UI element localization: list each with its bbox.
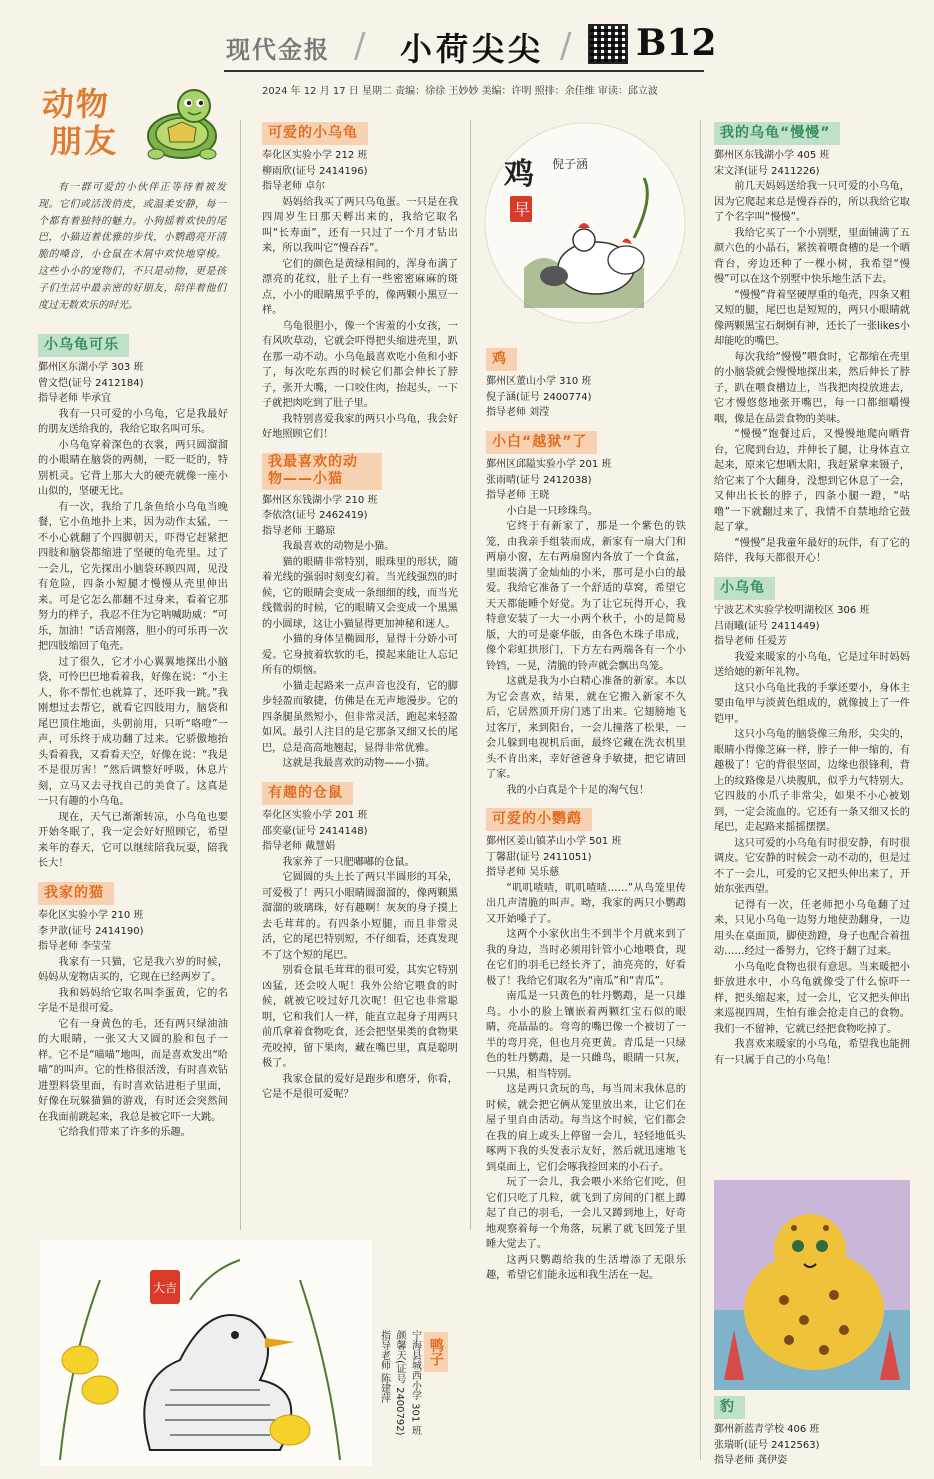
article-paragraph: 它圆圆的头上长了两只半圆形的耳朵，可爱极了！两只小眼睛圆溜溜的，像两颗黑溜溜的玻璃珠，好有趣啊！灰灰的身子摸上去毛茸茸的。有四条小短腿，而且非常灵活，它的尾巴特别短，不仔细看，还真发现不了这个短的尾巴。 — [262, 872, 458, 961]
article-paragraph: 这只小乌龟比我的手掌还要小，身体主要由龟甲与淡黄色组成的，就像披上了一件铠甲。 — [714, 682, 910, 725]
author-teacher: 指导老师 李莹莹 — [38, 941, 112, 953]
header-rule — [224, 70, 704, 72]
article-paragraph: 它有一身黄色的毛，还有两只绿油油的大眼睛，一张又大又圆的脸和包子一样。它不是“喵喵”地叫，而是喜欢发出“哈喵”的叫声。它的性格很活泼，有时喜欢钻进塑料袋里面，有时喜欢钻进柜子里面，好像在玩躲猫猫的游戏，有时还会突然间在我面前跳起来，我总是被它吓一大跳。 — [38, 1018, 228, 1123]
article — [714, 573, 910, 1068]
author-teacher: 指导老师 卓尔 — [262, 181, 326, 193]
column-rule — [700, 120, 701, 1460]
column-4 — [714, 118, 910, 1068]
author-teacher: 指导老师 毕承宜 — [38, 393, 112, 405]
article-paragraph: 小白是一只珍珠鸟。 — [506, 505, 599, 517]
qr-code-icon[interactable] — [588, 24, 628, 64]
article — [262, 778, 458, 1103]
author-school: 奉化区实验小学 201 班 — [262, 810, 368, 822]
author-name: 颜馨天(证号 2400792) — [394, 1330, 405, 1436]
header-divider: / — [560, 26, 572, 66]
author-teacher: 指导老师 刘滢 — [486, 407, 550, 419]
article-paragraph: 我喜欢来暖家的小乌龟，希望我也能拥有一只属于自己的小乌龟！ — [714, 1039, 910, 1066]
author-school: 奉化区实验小学 212 班 — [262, 150, 368, 162]
newspaper-name: 现代金报 — [226, 35, 330, 64]
article — [714, 118, 910, 567]
issue-meta: 2024 年 12 月 17 日 星期二 责编：徐徐 王妙妙 美编：许明 照排：余佳维 审读：邱立波 — [262, 86, 658, 97]
page-number: B12 — [636, 22, 717, 64]
article-paragraph: “叽叽喳喳，叽叽喳喳……”从鸟笼里传出几声清脆的叫声。呦，我家的两只小鹦鹉又开始嗓子了。 — [486, 882, 686, 925]
article-paragraph: 别看仓鼠毛茸茸的很可爱，其实它特别凶猛，还会咬人呢！我外公给它喂食的时候，就被它咬过好几次呢！但它也非常聪明，它和我们人一样，能直立起身子用两只前爪拿着食物吃食，还会把坚果类的食物果壳咬掉，留下果肉，藏在嘴巴里，真是聪明极了。 — [262, 965, 458, 1070]
article — [486, 344, 686, 421]
article-paragraph: 妈妈给我买了两只乌龟蛋。一只是在我四周岁生日那天孵出来的，我给它取名叫“长寿面”，还有一只过了一个月才钻出来，所以我叫它“慢吞吞”。 — [262, 196, 458, 255]
article-paragraph: 我家养了一只肥嘟嘟的仓鼠。 — [282, 856, 415, 868]
article-paragraph: 这两个小家伙出生不到半个月就来到了我的身边，当时必须用针管小心地喂食，现在它们的羽毛已经长齐了，油亮亮的，好看极了！我给它们取名为“南瓜”和“青瓜”。 — [486, 929, 686, 987]
duck-painting-image — [40, 1240, 372, 1466]
column-2 — [262, 118, 458, 1103]
article-paragraph: 这只小乌龟的脑袋像三角形，尖尖的，眼睛小得像芝麻一样，脖子一伸一缩的，有趣极了！它的背很坚固，边缘也很锋利，背上的纹路像是八块腹肌，似乎力气特别大。它四肢的小爪子非常尖，如果不小心被划到，一定会流血的。它还有一条又细又长的尾巴，走起路来摇摇摆摆。 — [714, 729, 910, 834]
author-name: 李尹歆(证号 2414190) — [38, 925, 144, 937]
article-paragraph: 它给我们带来了许多的乐趣。 — [58, 1127, 191, 1139]
theme-intro: 有一群可爱的小伙伴正等待着被发现。它们或活泼俏皮，或温柔安静，每一个都有着独特的魅力。小狗摇着欢快的尾巴，小猫迈着优雅的步伐，小鹦鹉亮开清脆的嗓音，小仓鼠在木屑中欢快地穿梭。这些小小的宠物们，不只是动物，更是孩子们生活中最亲密的好朋友，陪伴着他们度过无数欢乐的时光。 — [38, 182, 226, 311]
author-name: 吕雨曦(证号 2411449) — [714, 620, 820, 632]
author-school: 鄞州区东钱湖小学 405 班 — [714, 150, 830, 162]
author-teacher: 指导老师 吴乐慈 — [486, 867, 560, 879]
duck-painting — [40, 1240, 372, 1466]
article-paragraph: 现在，天气已渐渐转凉，小乌龟也要开始冬眠了，我一定会好好照顾它，希望来年的春天，它可以继续陪我玩耍，陪我长大！ — [38, 811, 228, 870]
author-name: 丁馨甜(证号 2411051) — [486, 851, 592, 863]
article-paragraph: 小猫走起路来一点声音也没有，它的脚步轻盈而敏捷，仿佛是在无声地漫步。它的四条腿虽然短小，但非常灵活，跑起来轻盈如风。最引人注目的是它那条又细又长的尾巴，总是高高地翘起，显得非常优雅。 — [262, 680, 458, 754]
article-paragraph: 猫的眼睛非常特别，眼珠里的形状，随着光线的强弱时刻变幻着。当光线强烈的时候，它的眼睛会变成一条细细的线，而当光线微弱的时候，它的眼睛又会变成一个黑黑的小圆球，这让小猫显得更加神秘和迷人。 — [262, 556, 458, 630]
article-title: 可爱的小乌龟 — [262, 122, 368, 145]
article-paragraph: 我给它买了一个小别墅，里面铺满了五颜六色的小晶石，紧挨着喂食槽的是一个晒背台，旁边还种了一棵小树，我希望“慢慢”可以在这个别墅中快乐地生活下去。 — [714, 227, 910, 286]
article-paragraph: 它终于有新家了，那是一个紫色的铁笼，由我亲手组装而成，新家有一扇大门和两扇小窗，左右两扇窗内各放了一个食盆，里面装满了金灿灿的小米，那可是小白的最爱。我给它准备了一个舒适的草窝，希望它天天都能睡个好觉。为了让它玩得开心，我特意安装了一大一小两个秋千，小的是简易版，大的可是豪华版，由各色木珠子串成，像个彩虹拱形门，下方左右两端各有一个小铃铛，一晃，清脆的铃声就会飘出鸟笼。 — [486, 521, 686, 672]
article — [38, 878, 228, 1141]
article-paragraph: 我和妈妈给它取名叫李蛋黄，它的名字是不是很可爱。 — [38, 987, 228, 1015]
article-paragraph: 这就是我最喜欢的动物——小猫。 — [282, 758, 436, 770]
chicken-signature-text: 倪子涵 — [552, 157, 589, 171]
article-title: 有趣的仓鼠 — [262, 782, 353, 805]
theme-title-line: 动物 — [42, 85, 111, 123]
author-name: 李依浛(证号 2462419) — [262, 510, 368, 522]
author-name: 张雨晴(证号 2412038) — [486, 474, 592, 486]
article-paragraph: 我的小白真是个十足的淘气包！ — [506, 784, 650, 796]
column-rule — [240, 120, 241, 1230]
theme-title-line: 朋友 — [50, 121, 119, 160]
article-paragraph: 乌龟很胆小，像一个害羞的小女孩，一有风吹草动，它就会吓得把头缩进壳里，趴在那一动不动。小乌龟最喜欢吃小鱼和小虾了，每次吃东西的时候它们都会伸长了脖子，张开大嘴，一口咬住肉，抬起头，一下子就把肉吃到了肚子里。 — [262, 320, 458, 410]
article-paragraph: 我有一只可爱的小乌龟，它是我最好的朋友送给我的，我给它取名叫可乐。 — [38, 408, 228, 436]
article-paragraph: “慢慢”饱餐过后，又慢慢地爬向晒背台，它爬到台边，并伸长了腿，让身体直立起来，原来它想晒太阳，我赶紧拿来镊子，给它来了个大翻身，没想到它休息了一会，又伸出长长的脖子，四条小腿一蹬，“咕噜”一下就翻过来了，我情不自禁地给它鼓起了掌。 — [714, 429, 910, 534]
chicken-painting-image — [484, 118, 686, 328]
author-name: 邵奕豪(证号 2414148) — [262, 825, 368, 837]
author-name: 柳雨欣(证号 2414196) — [262, 165, 368, 177]
article-paragraph: 我特别喜爱我家的两只小乌龟，我会好好地照顾它们！ — [262, 413, 458, 441]
article — [486, 804, 686, 1284]
article-paragraph: 小乌龟穿着深色的衣裳，两只圆溜溜的小眼睛在脑袋的两侧，一眨一眨的，特别机灵。它背上那大大的硬壳就像一座小山似的，坚硬无比。 — [38, 439, 228, 498]
article-paragraph: 南瓜是一只黄色的牡丹鹦鹉，是一只雄鸟。小小的脸上镶嵌着两颗红宝石似的眼睛，亮晶晶的。弯弯的嘴巴像一个被切了一半的弯月亮，但也月亮更黄。青瓜是一只绿色的牡丹鹦鹉，是一只雌鸟，眼睛一只灰，一只黑，相当特别。 — [486, 991, 686, 1080]
article — [486, 427, 686, 798]
article-paragraph: “慢慢”背着坚硬厚重的龟壳，四条又粗又短的腿，尾巴也是短短的，两只小眼睛就像两颗黑宝石炯炯有神，还长了一张likes小却能吃的嘴巴。 — [714, 289, 910, 348]
article-paragraph: 前几天妈妈送给我一只可爱的小乌龟，因为它爬起来总是慢吞吞的，所以我给它取了个名字叫“慢慢”。 — [714, 181, 910, 224]
author-school: 鄞州新蓝青学校 406 班 — [714, 1424, 820, 1436]
article — [38, 330, 228, 872]
article-paragraph: 过了很久，它才小心翼翼地探出小脑袋，可怜巴巴地看着我，好像在说：“小主人，你不帮忙也就算了，还吓我一跳。”我刚想过去帮它，就看它四肢用力，脑袋和尾巴顶住地面，头朝前用，只听“咯噔”一声，可乐终于成功翻了过来。它骄傲地抬头看着我，又看看天空，好像在说：“我是不是很厉害！”然后调整好呼吸，休息片刻，立马又去寻找自己的美食了。这真是一只有趣的小乌龟。 — [38, 656, 228, 808]
article-title: 我家的猫 — [38, 882, 114, 905]
author-teacher: 指导老师 任爱芳 — [714, 636, 788, 648]
article-title: 我最喜欢的动物——小猫 — [262, 453, 382, 490]
leopard-caption — [714, 1392, 910, 1469]
article-paragraph: 这只可爱的小乌龟有时很安静，有时很调皮。它安静的时候会一动不动的，但是过不了一会儿，可爱的它又把头伸出来了，开始东张西望。 — [714, 837, 910, 896]
author-school: 宁波艺术实验学校明湖校区 306 班 — [714, 605, 870, 617]
article-paragraph: 我爱来暖家的小乌龟，它是过年时妈妈送给她的新年礼物。 — [714, 651, 910, 679]
duck-caption — [376, 1330, 423, 1470]
article-paragraph: 小猫的身体呈椭圆形，显得十分娇小可爱。它身披着软软的毛，摸起来能让人忘记所有的烦恼。 — [262, 634, 458, 677]
article-paragraph: 每次我给“慢慢”喂食时，它都缩在壳里的小脑袋就会慢慢地探出来，然后伸长了脖子，趴在喂食槽边上，当我把肉投放进去，它才慢悠悠地张开嘴巴，每一口都细嚼慢咽，像是在品尝食物的美味。 — [714, 351, 910, 425]
article-paragraph: 有一次，我给了几条鱼给小乌龟当晚餐，它小鱼地扑上来，因为动作太猛，一不小心就翻了个四脚朝天，吓得它赶紧把四肢和脑袋都缩进了坚硬的龟壳里。过了一会儿，它先探出小脑袋环顾四周，见没有危险，四条小短腿才慢慢从壳里伸出来。可是它怎么都翻不过身来，看着它那努力的样子，我忍不住为它呐喊助威：“可乐，加油！”话音刚落，胆小的可乐再一次把四肢缩回了龟壳。 — [38, 501, 228, 653]
author-school: 鄞州区姜山镇茅山小学 501 班 — [486, 836, 622, 848]
article-paragraph: 我家有一只猫，它是我六岁的时候，妈妈从宠物店买的，它现在已经两岁了。 — [38, 956, 228, 984]
article-paragraph: 玩了一会儿，我会喂小米给它们吃，但它们只吃了几粒，就飞到了房间的门框上蹲起了自己的羽毛，一会儿又蹲到地上，好奇地观察着每一个角落，玩累了就飞回笼子里睡大觉去了。 — [486, 1177, 686, 1251]
author-school: 鄞州区东湖小学 303 班 — [38, 362, 144, 374]
article — [262, 449, 458, 772]
column-rule — [470, 120, 471, 1230]
author-name: 宋文泽(证号 2411226) — [714, 165, 820, 177]
article-title: 小白“越狱”了 — [486, 431, 597, 454]
column-1 — [38, 330, 228, 1141]
article-title: 鸡 — [486, 348, 517, 371]
author-school: 鄞州区董山小学 310 班 — [486, 376, 592, 388]
chicken-stamp-text: 早 — [514, 200, 531, 219]
chicken-seal-text: 鸡 — [504, 157, 534, 192]
author-name: 张瑞昕(证号 2412563) — [714, 1439, 820, 1451]
article-paragraph: 记得有一次，任老师把小乌龟翻了过来，只见小乌龟一边努力地使劲翻身，一边用头在桌面顶，脚使劲蹬，身子也配合着扭动……经过一番努力，它终于翻了过来。 — [714, 899, 910, 958]
article — [262, 118, 458, 443]
article-title: 鸭子 — [424, 1332, 448, 1372]
article-title: 小乌龟可乐 — [38, 334, 129, 357]
article-title: 我的乌龟“慢慢” — [714, 122, 840, 145]
theme-title — [42, 86, 118, 160]
article-paragraph: “慢慢”是我童年最好的玩伴，有了它的陪伴，我每天都很开心！ — [714, 537, 910, 565]
author-school: 鄞州区邱隘实验小学 201 班 — [486, 459, 612, 471]
author-school: 奉化区实验小学 210 班 — [38, 910, 144, 922]
article-paragraph: 它们的颜色是黄绿相间的，浑身布满了漂亮的花纹，肚子上有一些密密麻麻的斑点，小小的眼睛黑乎乎的，像两颗小黑豆一样。 — [262, 258, 458, 317]
article-paragraph: 我家仓鼠的爱好是跑步和磨牙，你看，它是不是很可爱呢？ — [262, 1073, 458, 1101]
author-teacher: 指导老师 王晓 — [486, 490, 550, 502]
leopard-painting — [714, 1180, 910, 1390]
article-paragraph: 这是两只贪玩的鸟，每当周末我休息的时候，就会把它俩从笼里放出来，让它们在屋子里自由活动。每当这个时候，它们都会在我的肩上或头上停留一会儿，轻轻地低头啄两下我的头发表示友好，然后就迅速地飞到桌面上，它们会啄我捡回来的小石子。 — [486, 1084, 686, 1173]
page-header — [0, 0, 934, 97]
leopard-painting-image — [714, 1180, 910, 1390]
author-teacher: 指导老师 龚伊姿 — [714, 1455, 788, 1467]
column-title: 小荷尖尖 — [400, 30, 545, 68]
author-teacher: 指导老师 戴慧娟 — [262, 841, 336, 853]
article-paragraph: 我最喜欢的动物是小猫。 — [282, 541, 395, 553]
article-title: 豹 — [714, 1396, 745, 1419]
article-title: 可爱的小鹦鹉 — [486, 808, 592, 831]
duck-stamp-text: 大吉 — [153, 1281, 178, 1295]
article-title: 小乌龟 — [714, 577, 775, 600]
author-school: 宁海县城西小学 301 班 — [409, 1330, 421, 1436]
article-paragraph: 小乌龟吃食物也很有意思。当来暖把小虾放进水中，小乌龟就像受了什么惊吓一样，把头缩起来，过一会儿，它又把头伸出来巡视四周，生怕有谁会抢走自己的食物。我们一不留神，它就已经把食物吃掉了。 — [714, 961, 910, 1035]
article-paragraph: 这就是我为小白精心准备的新家。本以为它会喜欢，结果，就在它搬入新家不久后，它居然顶开房门逃了出来。它翅膀地飞过客厅，来到阳台，一会儿撞落了松果，一会儿躲到电视机后面，最终它藏在洗衣机里头不肯出来，幸好爸爸身手敏捷，把它请回了家。 — [486, 676, 686, 781]
author-name: 倪子涵(证号 2400774) — [486, 391, 592, 403]
chicken-painting — [484, 118, 686, 328]
column-3 — [486, 344, 686, 1284]
author-teacher: 指导老师 陈建萍 — [378, 1330, 390, 1404]
author-name: 曾文恺(证号 2412184) — [38, 377, 144, 389]
author-teacher: 指导老师 王璐琼 — [262, 525, 336, 537]
author-school: 鄞州区东钱湖小学 210 班 — [262, 494, 378, 506]
article-paragraph: 这两只鹦鹉给我的生活增添了无限乐趣，希望它们能永远和我生活在一起。 — [486, 1254, 686, 1282]
turtle-icon — [138, 84, 228, 164]
header-divider: / — [354, 26, 366, 66]
